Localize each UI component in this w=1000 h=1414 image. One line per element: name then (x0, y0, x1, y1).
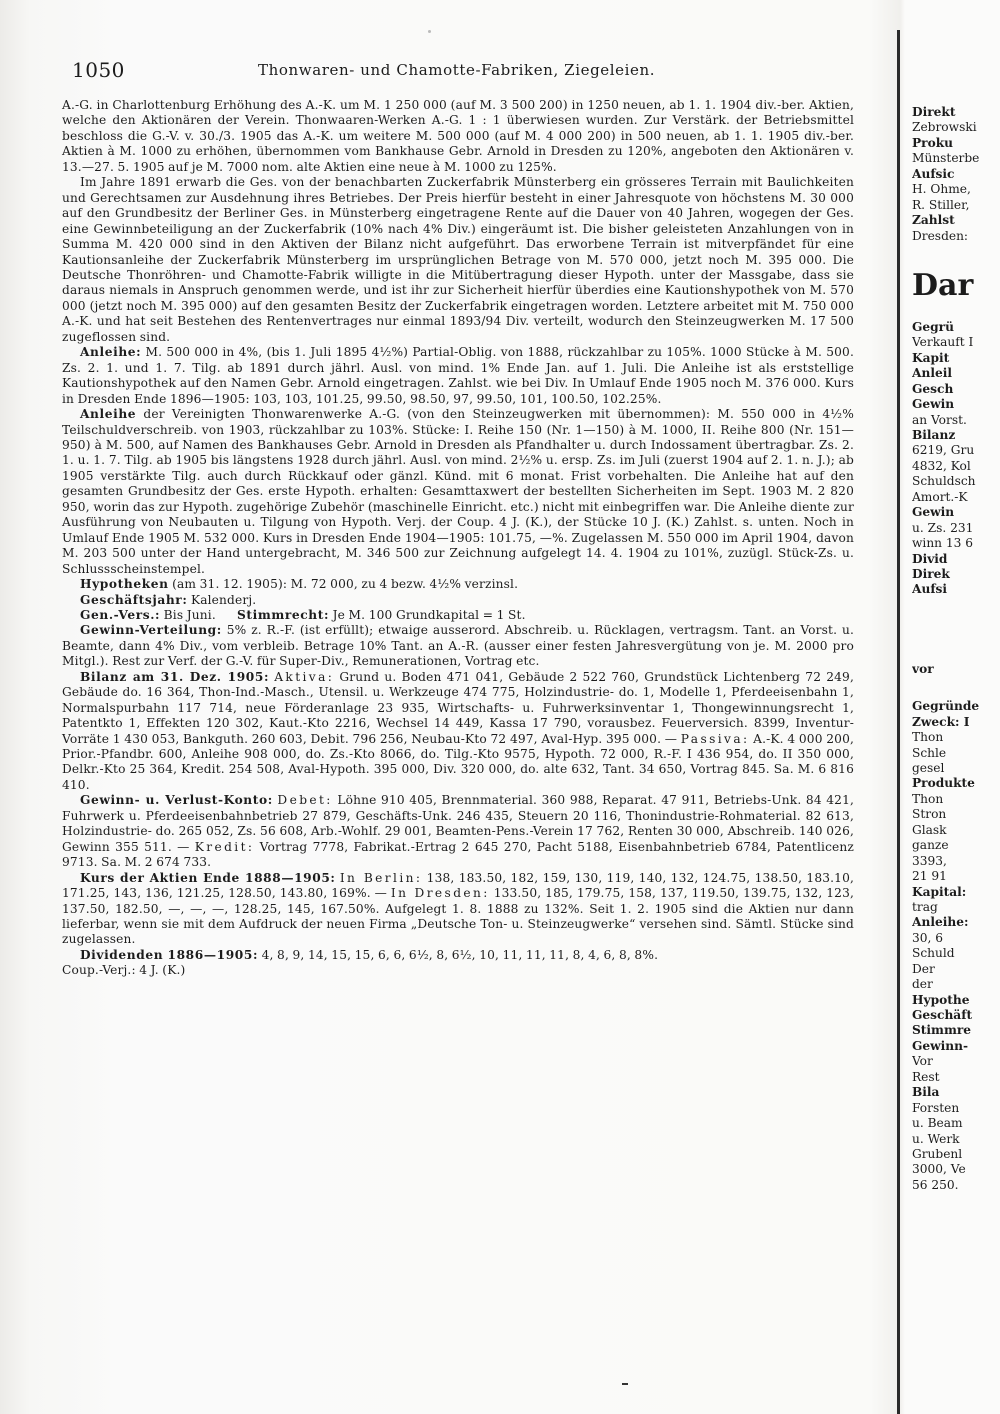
adjacent-line: Stron (912, 807, 947, 822)
hypotheken-text: (am 31. 12. 1905): M. 72 000, zu 4 bezw. 4½% verzinsl. (168, 577, 519, 592)
adjacent-line: Geschäft (912, 1008, 973, 1022)
guv-kredit-text: Vortrag 7778, Fabrikat.-Ertrag 2 645 270, Pacht 5188, Eisenbahnbetrieb 6784, Patentlicenz 9713. Sa. M. 2 674 733. (62, 839, 854, 870)
adjacent-line: an Vorst. (912, 412, 967, 427)
guv-debet-text: Löhne 910 405, Brennmaterial. 360 988, Reparat. 47 911, Betriebs-Unk. 84 421, Fuhrwerk u. Pferdeeisenbahnbetrieb 27 879, Geschäfts-Unk. 246 435, Steuern 20 116, Thonindustrie-Rohmaterial. 82 613, Holzindustrie- do. 265 052, Zs. 56 608, Arb.-Wohlf. 29 001, Beamten-Pens.-Verein 17 762, Renten 30 000, Abschreib. 140 026, Gewinn 355 511. — (62, 793, 855, 854)
adjacent-line: Amort.-K (912, 489, 968, 504)
adjacent-line: Divid (912, 551, 948, 566)
adjacent-line: u. Werk (912, 1131, 960, 1146)
column-divider (897, 30, 900, 1414)
adjacent-line: Dresden: (912, 228, 969, 243)
adjacent-line: 3393, (912, 853, 947, 868)
adjacent-line: Aufsi (912, 582, 948, 597)
bilanz-passiva-text: A.-K. 4 000 200, Prior.-Pfandbr. 600, Anleihe 908 000, do. Zs.-Kto 8066, do. Tilg.-Kto 9575, Hypoth. 72 000, R.-F. I 436 954, do. II 350 000, Delkr.-Kto 25 364, Kredit. 254 508, Aval-Hypoth. 395 000, Div. 320 000, do. alte 632, Tant. 34 650, Vortrag 845. Sa. M. 6 816 410. (62, 731, 854, 792)
paragraph-geschaeftsjahr (62, 593, 854, 608)
adjacent-line: Zahlst (912, 213, 955, 228)
adjacent-line: Schle (912, 745, 947, 760)
page-header (72, 58, 852, 88)
adjacent-line: Produkte (912, 776, 975, 791)
adjacent-line: R. Stiller, (912, 197, 970, 212)
kurs-berlin-text: 138, 183.50, 182, 159, 130, 119, 140, 132, 124.75, 138.50, 183.10, 171.25, 143, 136, 121.25, 128.50, 143.80, 169%. — (62, 870, 854, 901)
adjacent-line: Zebrowski (912, 120, 977, 135)
dividenden-text: 4, 8, 9, 14, 15, 15, 6, 6, 6½, 8, 6½, 10, 11, 11, 11, 8, 4, 6, 8, 8%. (258, 947, 659, 962)
paragraph-anleihe-1 (62, 345, 854, 407)
adjacent-line: Gewin (912, 505, 955, 520)
adjacent-line: u. Beam (912, 1116, 963, 1131)
adjacent-line: 3000, Ve (912, 1162, 966, 1177)
gen-vers-heading: Gen.-Vers.: (80, 607, 161, 622)
adjacent-line: Bilanz (912, 428, 956, 442)
adjacent-line: Der (912, 961, 935, 976)
gewinn-verlust-heading: Gewinn- u. Verlust-Konto: (80, 793, 273, 808)
adjacent-line: trag (912, 899, 938, 914)
ink-mark (622, 1383, 628, 1385)
dividenden-heading: Dividenden 1886—1905: (80, 947, 259, 962)
adjacent-line: Münsterbe (912, 151, 980, 166)
adjacent-line: winn 13 6 (912, 536, 974, 551)
adjacent-line: der (912, 977, 933, 992)
adjacent-line: Direk (912, 566, 950, 581)
adjacent-line: Thon (912, 730, 944, 745)
adjacent-line: Glask (912, 822, 947, 837)
adjacent-line: 30, 6 (912, 930, 944, 945)
paragraph-gen-vers (62, 608, 854, 623)
adjacent-line: Grubenl (912, 1146, 963, 1161)
adjacent-line: Rest (912, 1069, 940, 1084)
adjacent-line: Hypothe (912, 992, 970, 1007)
paragraph-capital-increase: A.-G. in Charlottenburg Erhöhung des A.-K. um M. 1 250 000 (auf M. 3 500 200) in 1250 neuen, ab 1. 1. 1904 div.-ber. Aktien, welche den Aktionären der Verein. Thonwaaren-Werken A.-G. 1 : 1 überwiesen wurden. Zur Verstärk. der Betriebsmittel beschloss die G.-V. v. 30./3. 1905 das A.-K. um weitere M. 500 000 (auf M. 4 000 200) in 500 neuen, ab 1. 1. 1905 div.-ber. Aktien à M. 1000 zu erhöhen, übernommen vom Bankhause Gebr. Arnold in Dresden zu 120%, angeboten den Aktionären v. 13.—27. 5. 1905 auf je M. 7000 nom. alte Aktien eine neue à M. 1000 zu 125%. (62, 98, 854, 174)
adjacent-page-column (912, 105, 1000, 1405)
adjacent-line: Anleil (912, 366, 952, 381)
bilanz-passiva-label: Passiva: (680, 731, 750, 746)
geschaeftsjahr-text: Kalenderj. (187, 592, 257, 607)
bilanz-aktiva-label: Aktiva: (274, 669, 335, 684)
adjacent-line (912, 598, 1000, 662)
adjacent-line: 56 250. (912, 1177, 959, 1192)
coupon-verjaehrung: Coup.-Verj.: 4 J. (K.) (62, 963, 186, 978)
adjacent-line: Direkt (912, 105, 956, 119)
adjacent-line: 21 91 (912, 869, 947, 884)
adjacent-line: ganze (912, 838, 949, 853)
adjacent-line: 4832, Kol (912, 458, 971, 473)
anleihe-1-text: M. 500 000 in 4%, (bis 1. Juli 1895 4½%) Partial-Oblig. von 1888, rückzahlbar zu 105%. 1000 Stücke à M. 500. Zs. 2. 1. und 1. 7. Tilg. ab 1891 durch jährl. Ausl. von mind. 1% Ende Jan. auf 1. Juli. Die Anleihe ist als erststellige Kautionshypothek auf den Namen Gebr. Arnold eingetragen. Zahlst. wie bei Div. In Umlauf Ende 1905 noch M. 376 000. Kurs in Dresden Ende 1896—1905: 103, 103, 101.25, 99.50, 98.50, 97, 99.50, 101, 100.50, 102.25%. (62, 345, 854, 406)
adjacent-line: vor (912, 661, 934, 676)
gewinn-verteilung-text: 5% z. R.-F. (ist erfüllt); etwaige ausserord. Abschreib. u. Rücklagen, vertragsm. Tant. an Vorst. u. Beamte, dann 4% Div., vom verbleib. Betrage 10% Tant. an A.-R. (ausser einer festen Jahresvergütung von je. M. 2000 pro Mitgl.). Rest zur Verf. der G.-V. für Super-Div., Remunerationen, Vortrag etc. (62, 623, 854, 669)
adjacent-line: Kapital: (912, 884, 967, 899)
adjacent-line: Gesch (912, 381, 954, 396)
paragraph-dividenden (62, 948, 854, 963)
paragraph-terrain-acquisition: Im Jahre 1891 erwarb die Ges. von der benachbarten Zuckerfabrik Münsterberg ein grösseres Terrain mit Baulichkeiten und Gerechtsamen zur Ausdehnung ihres Betriebes. Der Preis hierfür besteht in einer Jahresquote von höchstens M. 30 000 auf den Grundbesitz der Berliner Ges. in Münsterberg eingetragene Rente auf die Dauer von 40 Jahren, wogegen der Ges. eine Gewinnbeteiligung an der Zuckerfabrik (10% nach 4% Div.) eingeräumt ist. Die bisher geleisteten Anzahlungen von in Summa M. 420 000 sind in den Aktiven der Bilanz nicht aufgeführt. Das erworbene Terrain ist mitverpfändet für eine Kautionsanleihe der Zuckerfabrik Münsterberg im ursprünglichen Betrage von M. 570 000, jetzt noch M. 395 000. Die Deutsche Thonröhren- und Chamotte-Fabrik willigte in die Mitübertragung dieser Hypoth. unter der Massgabe, dass sie daraus niemals in Anspruch genommen werde, und ist ihr zur Sicherheit hierfür überdies eine Kautionshypothek von M. 570 000 (jetzt noch M. 395 000) auf den gesamten Besitz der Zuckerfabrik eingetragen worden. Letztere arbeitet mit M. 750 000 A.-K. und hat seit Bestehen des Rentenvertrages nur einmal 1893/94 Div. verteilt, wodurch den Steinzeugwerken M. 17 500 zugeflossen sind. (62, 175, 854, 344)
adjacent-line: Thon (912, 791, 944, 806)
adjacent-line: Gewin (912, 397, 955, 412)
adjacent-line: Vor (912, 1054, 933, 1069)
gen-vers-text: Bis Juni. (160, 607, 216, 622)
adjacent-line (912, 310, 1000, 320)
bilanz-heading: Bilanz am 31. Dez. 1905: (80, 669, 270, 684)
adjacent-line (912, 677, 1000, 699)
kurs-berlin-label: In Berlin: (339, 870, 423, 885)
adjacent-line: gesel (912, 761, 945, 775)
paragraph-gewinn-verlust (62, 793, 854, 870)
geschaeftsjahr-heading: Geschäftsjahr: (80, 592, 188, 607)
adjacent-line: H. Ohme, (912, 182, 971, 197)
bilanz-aktiva-text: Grund u. Boden 471 041, Gebäude 2 522 760, Grundstück Lichtenberg 72 249, Gebäude do. 16 364, Thon-Ind.-Masch., Utensil. u. Werkzeuge 474 775, Holzindustrie- do. 1, Modelle 1, Pferdeeisenbahn 1, Normalspurbahn 117 714, neue Förderanlage 23 935, Wirtschafts- u. Fuhrwerksinventar 1, Thongewinnungsrecht 1, Patentkto 1, Effekten 120 302, Kaut.-Kto 2216, Wechsel 14 449, Kassa 17 790, vorausbez. Feuerversich. 8399, Inventur-Vorräte 1 430 053, Bankguth. 260 603, Debit. 796 256, Neubau-Kto 72 497, Aval-Hyp. 395 000. — (62, 669, 854, 746)
adjacent-line: Gewinn- (912, 1038, 969, 1053)
adjacent-line: Anleihe: (912, 915, 969, 930)
anleihe-2-text: der Vereinigten Thonwarenwerke A.-G. (von den Steinzeugwerken mit übernommen): M. 550 000 in 4½% Teilschuldverschreib. von 1903, rückzahlbar zu 103%. Stücke: I. Reihe 150 (Nr. 1—150) à M. 1000, II. Reihe 800 (Nr. 151—950) à M. 500, auf Namen des Bankhauses Gebr. Arnold in Dresden als Pfandhalter u. durch Indossament übertragbar. Zs. 2. 1. u. 1. 7. Tilg. ab 1905 bis längstens 1928 durch jährl. Ausl. von mind. 2½% u. ersp. Zs. im Juli (zuerst 1904 auf 2. 1. n. J.); ab 1905 verstärkte Tilg. auch durch Rückkauf oder gänzl. Künd. mit 6 monat. Frist vorbehalten. Die Anleihe hat auf den gesamten Grundbesitz der Ges. erste Hypoth. erhalten: Gesamttaxwert der bestellten Sicherheiten im Sept. 1903 M. 2 820 950, worin das zur Hypoth. zugehörige Zubehör (maschinelle Einricht. etc.) nicht mit einbegriffen war. Die Anleihe diente zur Ausführung von Neubauten u. Tilgung von Hypoth. Verj. der Coup. 4 J. (K.), der Stücke 10 J. (K.) Zahlst. s. unten. Noch in Umlauf Ende 1905 M. 532 000. Kurs in Dresden Ende 1904—1905: 101.75, —%. Zugelassen M. 550 000 im April 1904, davon M. 203 500 unter der Hand untergebracht, M. 346 500 zur Zeichnung aufgelegt 14. 4. 1904 zu 101%, zuzügl. Stück-Zs. u. Schlussscheinstempel. (62, 407, 854, 576)
adjacent-line: Proku (912, 135, 954, 150)
paragraph-kurs (62, 871, 854, 948)
adjacent-line: Forsten (912, 1100, 960, 1115)
adjacent-line: Gegründe (912, 699, 980, 714)
paragraph-anleihe-2 (62, 407, 854, 577)
guv-kredit-label: Kredit: (194, 839, 255, 854)
running-title: Thonwaren- und Chamotte-Fabriken, Ziegeleien. (258, 61, 656, 79)
stimmrecht-heading: Stimmrecht: (237, 607, 330, 622)
paragraph-gewinn-verteilung (62, 623, 854, 669)
scan-speck (428, 30, 431, 33)
anleihe-1-heading: Anleihe: (80, 345, 142, 360)
hypotheken-heading: Hypotheken (80, 577, 169, 592)
guv-debet-label: Debet: (277, 793, 333, 808)
kurs-dresden-text: 133.50, 185, 179.75, 158, 137, 119.50, 139.75, 132, 123, 137.50, 182.50, —, —, —, 128.25, 145, 167.50%. Aufgelegt 1. 8. 1888 zu 132%. Seit 1. 2. 1905 sind die Aktien nur dann lieferbar, wenn sie mit dem Aufdruck der neuen Firma „Deutsche Ton- u. Steinzeugwerke“ versehen sind. Sämtl. Stücke sind zugelassen. (62, 886, 854, 947)
adjacent-line: Schuldsch (912, 474, 976, 489)
adjacent-line: Kapit (912, 350, 950, 365)
adjacent-line: Stimmre (912, 1023, 972, 1038)
adjacent-line: Dar (912, 267, 974, 303)
main-text-column (62, 98, 854, 979)
gewinn-verteilung-heading: Gewinn-Verteilung: (80, 623, 222, 638)
page-number: 1050 (72, 58, 125, 82)
kurs-dresden-label: In Dresden: (390, 886, 490, 901)
stimmrecht-text: Je M. 100 Grundkapital = 1 St. (329, 607, 526, 622)
adjacent-line: Schuld (912, 946, 955, 961)
paragraph-bilanz (62, 670, 854, 794)
adjacent-line: Verkauft I (912, 335, 974, 350)
adjacent-line: Gegrü (912, 319, 954, 334)
adjacent-line: u. Zs. 231 (912, 520, 974, 535)
kurs-heading: Kurs der Aktien Ende 1888—1905: (80, 870, 336, 885)
adjacent-line: 6219, Gru (912, 443, 975, 458)
adjacent-line (912, 244, 1000, 254)
anleihe-2-heading: Anleihe (80, 407, 137, 422)
paragraph-hypotheken (62, 577, 854, 592)
adjacent-line: Aufsic (912, 166, 955, 181)
adjacent-line: Zweck: I (912, 714, 970, 729)
adjacent-line: Bila (912, 1085, 940, 1100)
